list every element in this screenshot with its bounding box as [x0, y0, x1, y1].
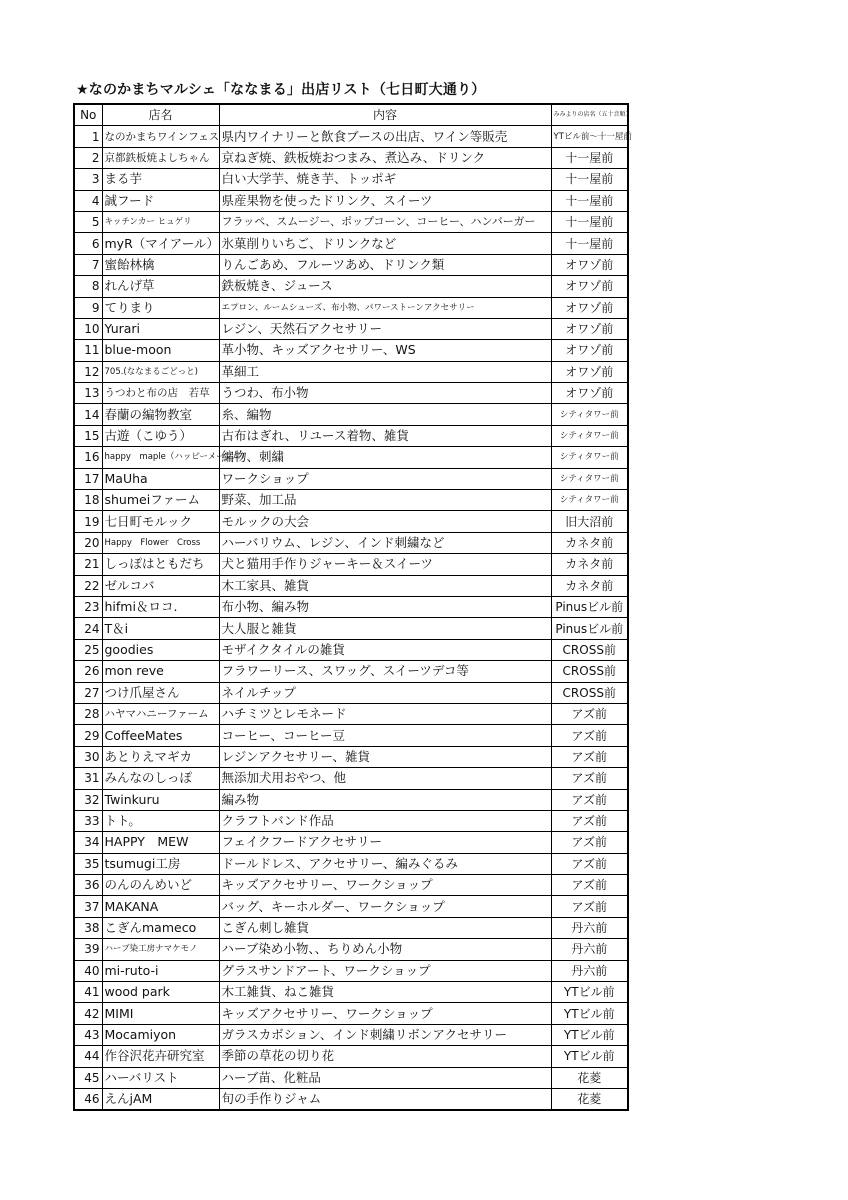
- table-row: [74, 853, 628, 874]
- table-row: [74, 404, 628, 425]
- table-row: [74, 596, 628, 617]
- cell-content: ネイルチップ: [219, 682, 551, 703]
- cell-no: 33: [74, 810, 102, 831]
- cell-no: 3: [74, 169, 102, 190]
- cell-content: レジン、天然石アクセサリー: [219, 318, 551, 339]
- cell-no: 4: [74, 190, 102, 211]
- cell-location: 丹六前: [551, 939, 628, 960]
- cell-no: 24: [74, 618, 102, 639]
- cell-content: 編み物: [219, 789, 551, 810]
- cell-name: ハヤマハニーファーム: [102, 703, 219, 724]
- cell-content: 大人服と雑貨: [219, 618, 551, 639]
- cell-name: みんなのしっぽ: [102, 768, 219, 789]
- vendor-table: [73, 103, 632, 1111]
- cell-content: 革小物、キッズアクセサリー、WS: [219, 340, 551, 361]
- cell-name: トト。: [102, 810, 219, 831]
- cell-location: アズ前: [551, 853, 628, 874]
- cell-content: 木工家具、雑貨: [219, 575, 551, 596]
- table-row: [74, 233, 628, 254]
- cell-no: 31: [74, 768, 102, 789]
- cell-name: hifmi＆ロコ.: [102, 596, 219, 617]
- cell-content: レジンアクセサリー、雑貨: [219, 746, 551, 767]
- table-row: [74, 447, 628, 468]
- cell-no: 40: [74, 960, 102, 981]
- table-row: [74, 832, 628, 853]
- cell-no: 36: [74, 875, 102, 896]
- cell-no: 2: [74, 147, 102, 168]
- cell-name: MIMI: [102, 1003, 219, 1024]
- cell-name: 七日町モルック: [102, 511, 219, 532]
- cell-no: 13: [74, 383, 102, 404]
- cell-location: オワゾ前: [551, 383, 628, 404]
- cell-location: シティタワー前: [551, 425, 628, 446]
- cell-content: 白い大学芋、焼き芋、トッポギ: [219, 169, 551, 190]
- cell-location: YTビル前: [551, 1046, 628, 1067]
- cell-content: モザイクタイルの雑貨: [219, 639, 551, 660]
- cell-location: YTビル前～十一屋前: [551, 126, 628, 147]
- cell-no: 41: [74, 982, 102, 1003]
- cell-name: ハーバリスト: [102, 1067, 219, 1088]
- table-row: [74, 425, 628, 446]
- cell-content: ハーブ苗、化粧品: [219, 1067, 551, 1088]
- table-row: [74, 875, 628, 896]
- table-row: [74, 768, 628, 789]
- cell-content: フェイクフードアクセサリー: [219, 832, 551, 853]
- table-row: [74, 639, 628, 660]
- cell-content: コーヒー、コーヒー豆: [219, 725, 551, 746]
- cell-name: こぎんmameco: [102, 917, 219, 938]
- table-row: [74, 190, 628, 211]
- cell-no: 5: [74, 211, 102, 232]
- cell-name: Yurari: [102, 318, 219, 339]
- cell-name: HAPPY MEW: [102, 832, 219, 853]
- cell-no: 19: [74, 511, 102, 532]
- cell-no: 17: [74, 468, 102, 489]
- cell-location: オワゾ前: [551, 297, 628, 318]
- cell-location: CROSS前: [551, 682, 628, 703]
- cell-location: CROSS前: [551, 639, 628, 660]
- cell-no: 42: [74, 1003, 102, 1024]
- table-row: [74, 468, 628, 489]
- cell-content: 県内ワイナリーと飲食ブースの出店、ワイン等販売: [219, 126, 551, 147]
- table-row: [74, 960, 628, 981]
- cell-location: アズ前: [551, 725, 628, 746]
- cell-name: mi-ruto-i: [102, 960, 219, 981]
- cell-name: 蜜飴林檎: [102, 254, 219, 275]
- cell-location: カネタ前: [551, 554, 628, 575]
- cell-name: shumeiファーム: [102, 490, 219, 511]
- cell-name: えんjAM: [102, 1088, 219, 1110]
- cell-no: 27: [74, 682, 102, 703]
- cell-name: wood park: [102, 982, 219, 1003]
- table-row: [74, 511, 628, 532]
- cell-content: 野菜、加工品: [219, 490, 551, 511]
- table-row: [74, 383, 628, 404]
- cell-name: 705.(ななまるごどっと): [102, 361, 219, 382]
- cell-name: Happy Flower Cross: [102, 532, 219, 553]
- table-row: [74, 810, 628, 831]
- cell-location: シティタワー前: [551, 468, 628, 489]
- table-row: [74, 1046, 628, 1067]
- cell-content: フラッペ、スムージー、ポップコーン、コーヒー、ハンバーガー: [219, 211, 551, 232]
- cell-content: ワークショップ: [219, 468, 551, 489]
- table-row: [74, 532, 628, 553]
- cell-location: アズ前: [551, 896, 628, 917]
- cell-name: Twinkuru: [102, 789, 219, 810]
- cell-location: アズ前: [551, 810, 628, 831]
- cell-name: 誠フード: [102, 190, 219, 211]
- cell-no: 16: [74, 447, 102, 468]
- cell-location: シティタワー前: [551, 404, 628, 425]
- table-row: [74, 789, 628, 810]
- cell-name: ハーブ染工房ナマケモノ: [102, 939, 219, 960]
- table-row: [74, 982, 628, 1003]
- cell-content: ハーブ染め小物、、ちりめん小物: [219, 939, 551, 960]
- cell-content: 旬の手作りジャム: [219, 1088, 551, 1110]
- cell-location: YTビル前: [551, 1003, 628, 1024]
- table-row: [74, 490, 628, 511]
- table-row: [74, 703, 628, 724]
- cell-content: 布小物、編み物: [219, 596, 551, 617]
- cell-content: 革細工: [219, 361, 551, 382]
- cell-no: 32: [74, 789, 102, 810]
- cell-content: ドールドレス、アクセサリー、編みぐるみ: [219, 853, 551, 874]
- table-row: [74, 554, 628, 575]
- cell-no: 45: [74, 1067, 102, 1088]
- cell-content: グラスサンドアート、ワークショップ: [219, 960, 551, 981]
- cell-location: アズ前: [551, 832, 628, 853]
- table-row: [74, 682, 628, 703]
- cell-no: 28: [74, 703, 102, 724]
- cell-no: 20: [74, 532, 102, 553]
- cell-name: MAKANA: [102, 896, 219, 917]
- table-row: [74, 147, 628, 168]
- cell-location: アズ前: [551, 746, 628, 767]
- header-no: No: [74, 104, 102, 126]
- table-row: [74, 254, 628, 275]
- cell-name: blue-moon: [102, 340, 219, 361]
- cell-name: CoffeeMates: [102, 725, 219, 746]
- cell-name: まる芋: [102, 169, 219, 190]
- cell-content: 京ねぎ焼、鉄板焼おつまみ、煮込み、ドリンク: [219, 147, 551, 168]
- cell-name: happy maple（ハッピーメープル）: [102, 447, 219, 468]
- cell-name: つけ爪屋さん: [102, 682, 219, 703]
- cell-name: うつわと布の店 若草: [102, 383, 219, 404]
- cell-location: 花菱: [551, 1088, 628, 1110]
- table-row: [74, 896, 628, 917]
- cell-location: シティタワー前: [551, 490, 628, 511]
- cell-name: なのかまちワインフェス: [102, 126, 219, 147]
- cell-location: 十一屋前: [551, 169, 628, 190]
- cell-no: 37: [74, 896, 102, 917]
- cell-location: Pinusビル前: [551, 596, 628, 617]
- cell-name: goodies: [102, 639, 219, 660]
- cell-name: 作谷沢花卉研究室: [102, 1046, 219, 1067]
- cell-content: 古布はぎれ、リユース着物、雑貨: [219, 425, 551, 446]
- table-row: [74, 169, 628, 190]
- cell-content: 氷菓削りいちご、ドリンクなど: [219, 233, 551, 254]
- cell-no: 12: [74, 361, 102, 382]
- cell-name: MaUha: [102, 468, 219, 489]
- cell-location: オワゾ前: [551, 340, 628, 361]
- cell-location: オワゾ前: [551, 276, 628, 297]
- cell-content: ハチミツとレモネード: [219, 703, 551, 724]
- cell-location: アズ前: [551, 703, 628, 724]
- cell-name: Mocamiyon: [102, 1024, 219, 1045]
- cell-name: 京都鉄板焼よしちゃん: [102, 147, 219, 168]
- cell-location: CROSS前: [551, 661, 628, 682]
- table-row: [74, 297, 628, 318]
- cell-location: オワゾ前: [551, 254, 628, 275]
- cell-no: 46: [74, 1088, 102, 1110]
- table-row: [74, 725, 628, 746]
- table-row: [74, 1088, 628, 1110]
- cell-name: キッチンカー ヒュゲリ: [102, 211, 219, 232]
- cell-location: アズ前: [551, 789, 628, 810]
- cell-content: キッズアクセサリー、ワークショップ: [219, 875, 551, 896]
- cell-no: 18: [74, 490, 102, 511]
- table-row: [74, 361, 628, 382]
- cell-location: アズ前: [551, 768, 628, 789]
- page-title: ★なのかまちマルシェ「ななまる」出店リスト（七日町大通り）: [76, 82, 486, 98]
- cell-location: オワゾ前: [551, 361, 628, 382]
- cell-no: 11: [74, 340, 102, 361]
- cell-no: 23: [74, 596, 102, 617]
- table-row: [74, 1003, 628, 1024]
- table-row: [74, 1024, 628, 1045]
- cell-no: 29: [74, 725, 102, 746]
- cell-location: 花菱: [551, 1067, 628, 1088]
- cell-no: 1: [74, 126, 102, 147]
- cell-location: カネタ前: [551, 532, 628, 553]
- table-row: [74, 318, 628, 339]
- cell-content: 鉄板焼き、ジュース: [219, 276, 551, 297]
- cell-content: 季節の草花の切り花: [219, 1046, 551, 1067]
- cell-no: 10: [74, 318, 102, 339]
- cell-name: T＆i: [102, 618, 219, 639]
- cell-content: 無添加犬用おやつ、他: [219, 768, 551, 789]
- cell-name: tsumugi工房: [102, 853, 219, 874]
- cell-location: 十一屋前: [551, 211, 628, 232]
- cell-content: ハーバリウム、レジン、インド刺繍など: [219, 532, 551, 553]
- cell-location: YTビル前: [551, 982, 628, 1003]
- table-row: [74, 126, 628, 147]
- header-name: 店名: [102, 104, 219, 126]
- table-row: [74, 1067, 628, 1088]
- cell-no: 34: [74, 832, 102, 853]
- cell-content: りんごあめ、フルーツあめ、ドリンク類: [219, 254, 551, 275]
- cell-no: 26: [74, 661, 102, 682]
- table-row: [74, 340, 628, 361]
- cell-no: 35: [74, 853, 102, 874]
- table-row: [74, 618, 628, 639]
- cell-content: ガラスカボション、インド刺繍リボンアクセサリー: [219, 1024, 551, 1045]
- cell-name: 古遊（こゆう）: [102, 425, 219, 446]
- cell-no: 38: [74, 917, 102, 938]
- cell-content: 糸、編物: [219, 404, 551, 425]
- cell-content: こぎん刺し雑貨: [219, 917, 551, 938]
- cell-location: 旧大沼前: [551, 511, 628, 532]
- header-content: 内容: [219, 104, 551, 126]
- table-header-row: [74, 104, 628, 126]
- cell-content: 犬と猫用手作りジャーキー＆スイーツ: [219, 554, 551, 575]
- cell-no: 30: [74, 746, 102, 767]
- cell-content: クラフトバンド作品: [219, 810, 551, 831]
- table-row: [74, 211, 628, 232]
- table-row: [74, 746, 628, 767]
- table-row: [74, 939, 628, 960]
- cell-no: 25: [74, 639, 102, 660]
- cell-name: しっぽはともだち: [102, 554, 219, 575]
- cell-no: 9: [74, 297, 102, 318]
- cell-no: 21: [74, 554, 102, 575]
- cell-no: 44: [74, 1046, 102, 1067]
- cell-no: 39: [74, 939, 102, 960]
- cell-name: れんげ草: [102, 276, 219, 297]
- cell-name: 春蘭の編物教室: [102, 404, 219, 425]
- table-row: [74, 276, 628, 297]
- cell-name: ゼルコバ: [102, 575, 219, 596]
- cell-location: 十一屋前: [551, 233, 628, 254]
- cell-no: 14: [74, 404, 102, 425]
- cell-content: エプロン、ルームシューズ、布小物、パワーストーンアクセサリー: [219, 297, 551, 318]
- cell-no: 22: [74, 575, 102, 596]
- cell-content: うつわ、布小物: [219, 383, 551, 404]
- header-location: みみよりの店名（五十音順）: [551, 104, 628, 126]
- cell-location: シティタワー前: [551, 447, 628, 468]
- cell-content: バッグ、キーホルダー、ワークショップ: [219, 896, 551, 917]
- cell-content: キッズアクセサリー、ワークショップ: [219, 1003, 551, 1024]
- table-row: [74, 661, 628, 682]
- cell-no: 8: [74, 276, 102, 297]
- cell-location: Pinusビル前: [551, 618, 628, 639]
- cell-location: 十一屋前: [551, 147, 628, 168]
- cell-name: てりまり: [102, 297, 219, 318]
- table-row: [74, 917, 628, 938]
- cell-location: アズ前: [551, 875, 628, 896]
- cell-name: のんのんめいど: [102, 875, 219, 896]
- cell-content: 県産果物を使ったドリンク、スイーツ: [219, 190, 551, 211]
- cell-name: myR（マイアール）: [102, 233, 219, 254]
- cell-content: 木工雑貨、ねこ雑貨: [219, 982, 551, 1003]
- cell-location: YTビル前: [551, 1024, 628, 1045]
- cell-no: 7: [74, 254, 102, 275]
- cell-location: カネタ前: [551, 575, 628, 596]
- cell-content: フラワーリース、スワッグ、スイーツデコ等: [219, 661, 551, 682]
- cell-content: モルックの大会: [219, 511, 551, 532]
- cell-name: mon reve: [102, 661, 219, 682]
- cell-no: 43: [74, 1024, 102, 1045]
- cell-no: 15: [74, 425, 102, 446]
- cell-content: 編物、刺繍: [219, 447, 551, 468]
- cell-location: 十一屋前: [551, 190, 628, 211]
- cell-no: 6: [74, 233, 102, 254]
- table-row: [74, 575, 628, 596]
- cell-name: あとりえマギカ: [102, 746, 219, 767]
- cell-location: 丹六前: [551, 917, 628, 938]
- cell-location: オワゾ前: [551, 318, 628, 339]
- cell-location: 丹六前: [551, 960, 628, 981]
